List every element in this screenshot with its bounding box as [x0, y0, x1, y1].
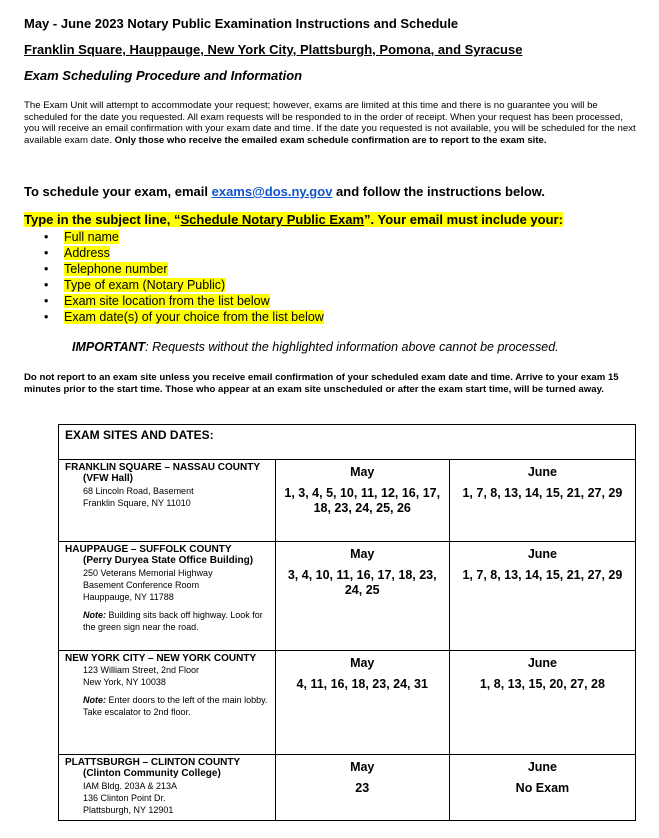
site-address-line: 136 Clinton Point Dr.: [83, 793, 166, 803]
june-dates-cell: [449, 755, 635, 821]
table-row: [59, 460, 636, 542]
month-label: June: [527, 656, 558, 670]
list-item: • Type of exam (Notary Public): [44, 278, 226, 292]
month-label: May: [350, 760, 375, 774]
site-note: [65, 694, 269, 718]
site-note: [65, 609, 269, 633]
site-venue: (Perry Duryea State Office Building): [83, 555, 254, 566]
may-dates-cell: [275, 755, 449, 821]
page-title: May - June 2023 Notary Public Examination Instructions and Schedule: [24, 16, 459, 31]
arrival-warning: Do not report to an exam site unless you receive email confirmation of your scheduled exam date and time. Arrive to your exam 15 minutes prior to the start time. Those who appear at an exam site unscheduled or after the exam start time, will be turned away.: [24, 372, 619, 395]
month-label: June: [527, 547, 558, 561]
site-cell: [59, 542, 276, 651]
intro-paragraph: [24, 100, 636, 146]
site-address-line: Plattsburgh, NY 12901: [83, 805, 174, 815]
email-link[interactable]: exams@dos.ny.gov: [211, 184, 333, 199]
intro-text: The Exam Unit will attempt to accommodate your request; however, exams are limited at this time and there is no guarantee you will be scheduled for the date you requested. All exam requests will be responded to in the order of receipt. When your request has been processed, you will receive an email confirmation with your exam date and time. If the date you requested is not available, you will be scheduled for the next available exam date.: [24, 100, 636, 146]
june-dates-cell: [449, 542, 635, 651]
procedure-heading: Exam Scheduling Procedure and Information: [24, 68, 303, 83]
bullet-icon: •: [44, 310, 49, 324]
bullet-icon: •: [44, 278, 49, 292]
may-dates-cell: [275, 460, 449, 542]
table-heading: EXAM SITES AND DATES:: [59, 425, 636, 460]
list-item: • Address: [44, 246, 110, 260]
month-label: May: [350, 465, 375, 479]
exam-dates: 1, 3, 4, 5, 10, 11, 12, 16, 17, 18, 23, 24, 25, 26: [284, 486, 441, 515]
important-note: [72, 340, 559, 354]
month-label: June: [527, 465, 558, 479]
site-cell: [59, 651, 276, 755]
exam-dates: 23: [355, 781, 370, 795]
june-dates-cell: [449, 651, 635, 755]
site-name: PLATTSBURGH – CLINTON COUNTY: [65, 757, 241, 768]
note-label: Note:: [83, 610, 106, 620]
site-address-line: IAM Bldg. 203A & 213A: [83, 781, 178, 791]
table-row: [59, 651, 636, 755]
site-address-line: 123 William Street, 2nd Floor: [83, 665, 200, 675]
note-text: Building sits back off highway. Look for the green sign near the road.: [83, 610, 263, 632]
site-address-line: 250 Veterans Memorial Highway: [83, 568, 213, 578]
may-dates-cell: [275, 651, 449, 755]
month-label: May: [350, 547, 375, 561]
list-item: • Exam site location from the list below: [44, 294, 270, 308]
sites-line: Franklin Square, Hauppauge, New York City, Plattsburgh, Pomona, and Syracuse: [24, 42, 523, 57]
bullet-icon: •: [44, 230, 49, 244]
site-cell: [59, 460, 276, 542]
exam-dates: 1, 7, 8, 13, 14, 15, 21, 27, 29: [462, 486, 623, 500]
site-name: NEW YORK CITY – NEW YORK COUNTY: [65, 653, 257, 664]
exam-sites-table: [58, 424, 636, 821]
requirements-list: [44, 229, 324, 325]
site-venue: (Clinton Community College): [83, 768, 221, 779]
subject-instruction: [24, 212, 563, 227]
exam-dates: 1, 7, 8, 13, 14, 15, 21, 27, 29: [462, 568, 623, 582]
bullet-icon: •: [44, 246, 49, 260]
site-address-line: New York, NY 10038: [83, 677, 166, 687]
note-label: Note:: [83, 695, 106, 705]
subject-after: ”. Your email must include your:: [364, 212, 563, 227]
schedule-after: and follow the instructions below.: [332, 184, 545, 199]
exam-dates: 4, 11, 16, 18, 23, 24, 31: [296, 677, 428, 691]
june-dates-cell: [449, 460, 635, 542]
list-item: • Telephone number: [44, 262, 168, 276]
site-cell: [59, 755, 276, 821]
table-row: [59, 755, 636, 821]
site-venue: (VFW Hall): [83, 473, 133, 484]
site-name: HAUPPAUGE – SUFFOLK COUNTY: [65, 544, 232, 555]
intro-bold-text: Only those who receive the emailed exam schedule confirmation are to report to the exam site.: [114, 134, 547, 146]
important-label: IMPORTANT: [72, 340, 146, 354]
site-address-line: Basement Conference Room: [83, 580, 200, 590]
note-text: Enter doors to the left of the main lobby. Take escalator to 2nd floor.: [83, 695, 268, 717]
list-item: • Exam date(s) of your choice from the list below: [44, 310, 324, 324]
exam-dates: No Exam: [515, 781, 570, 795]
month-label: May: [350, 656, 375, 670]
table-row: [59, 542, 636, 651]
important-text: : Requests without the highlighted information above cannot be processed.: [145, 340, 559, 354]
month-label: June: [527, 760, 558, 774]
exam-dates: 1, 8, 13, 15, 20, 27, 28: [479, 677, 605, 691]
subject-before: Type in the subject line, “: [24, 212, 181, 227]
may-dates-cell: [275, 542, 449, 651]
schedule-before: To schedule your exam, email: [24, 184, 212, 199]
site-name: FRANKLIN SQUARE – NASSAU COUNTY: [65, 462, 261, 473]
site-address-line: Franklin Square, NY 11010: [83, 498, 191, 508]
bullet-icon: •: [44, 294, 49, 308]
schedule-instruction: [24, 184, 545, 199]
exam-dates: 3, 4, 10, 11, 16, 17, 18, 23, 24, 25: [287, 568, 437, 597]
bullet-icon: •: [44, 262, 49, 276]
subject-text: Schedule Notary Public Exam: [180, 212, 365, 227]
site-address-line: 68 Lincoln Road, Basement: [83, 486, 194, 496]
list-item: • Full name: [44, 230, 119, 244]
site-address-line: Hauppauge, NY 11788: [83, 592, 174, 602]
